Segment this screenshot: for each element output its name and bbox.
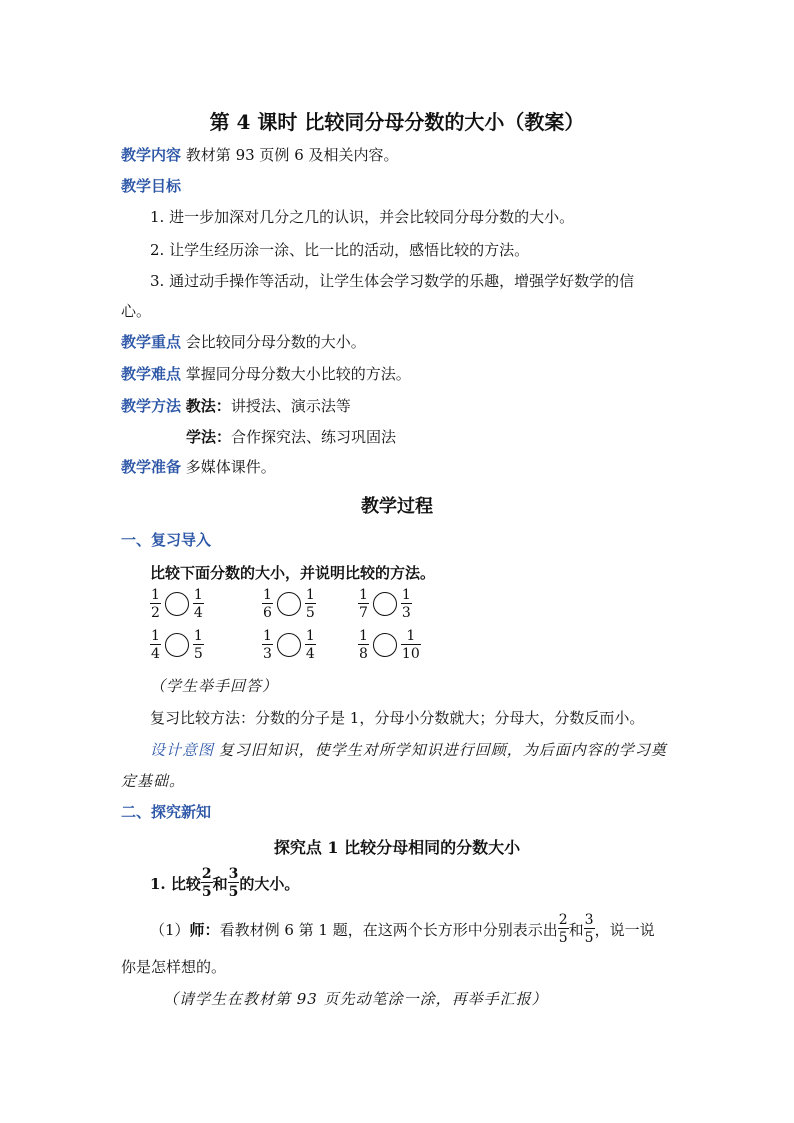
key-row bbox=[121, 331, 366, 352]
fraction: $\frac{1}{5}$ bbox=[305, 587, 315, 621]
key-label: 教学重点 bbox=[121, 333, 182, 351]
difficulty-row bbox=[121, 363, 411, 384]
prep-text: 多媒体课件。 bbox=[185, 458, 276, 476]
compare-circle[interactable] bbox=[165, 633, 189, 657]
goal-item-3: 3. 通过动手操作等活动，让学生体会学习数学的乐趣，增强学好数学的信 bbox=[150, 272, 635, 290]
key-text: 会比较同分母分数的大小。 bbox=[185, 333, 366, 351]
part1-review: 复习比较方法：分数的分子是 1，分母小分数就大；分母大，分数反而小。 bbox=[150, 709, 645, 727]
design-text: 复习旧知识，使学生对所学知识进行回顾，为后面内容的学习奠 bbox=[218, 741, 667, 759]
fraction: $\frac{2}{5}$ bbox=[558, 912, 568, 946]
difficulty-label: 教学难点 bbox=[121, 365, 182, 383]
difficulty-text: 掌握同分母分数大小比较的方法。 bbox=[185, 365, 411, 383]
fraction: $\frac{1}{7}$ bbox=[359, 587, 368, 621]
methods-label: 教学方法 bbox=[121, 397, 182, 415]
part2-note: （请学生在教材第 93 页先动笔涂一涂，再举手汇报） bbox=[163, 990, 548, 1008]
compare-circle[interactable] bbox=[165, 592, 189, 616]
fraction: $\frac{1}{2}$ bbox=[151, 587, 160, 621]
page-title: 第 4 课时 比较同分母分数的大小（教案） bbox=[209, 110, 585, 134]
question-1: 1. 比较 $\frac{2}{5}$ 和 $\frac{3}{5}$ 的大小。 bbox=[150, 866, 300, 900]
prep-label: 教学准备 bbox=[121, 458, 182, 476]
teach-text: 讲授法、演示法等 bbox=[230, 397, 351, 415]
fraction: $\frac{1}{8}$ bbox=[359, 628, 368, 662]
goal-item-1: 1. 进一步加深对几分之几的认识，并会比较同分母分数的大小。 bbox=[150, 208, 575, 226]
step-1: （1） 师： 看教材例 6 第 1 题，在这两个长方形中分别表示出 $\frac{2}{5}$ 和 $\frac{3}{5}$ ，说一说 bbox=[150, 912, 655, 946]
goal-item-2: 2. 让学生经历涂一涂、比一比的活动，感悟比较的方法。 bbox=[150, 241, 530, 259]
comparison-2 bbox=[262, 588, 316, 620]
fraction: $\frac{1}{4}$ bbox=[193, 587, 203, 621]
fraction: $\frac{1}{3}$ bbox=[401, 587, 411, 621]
content-label: 教学内容 bbox=[121, 146, 182, 164]
part2-heading: 二、探究新知 bbox=[121, 803, 212, 821]
design-row bbox=[150, 739, 667, 760]
goal-item-3-cont: 心。 bbox=[121, 302, 152, 320]
part1-heading: 一、复习导入 bbox=[121, 531, 212, 549]
fraction: $\frac{1}{3}$ bbox=[263, 628, 272, 662]
content-row bbox=[121, 144, 399, 165]
comparison-6 bbox=[358, 629, 421, 661]
compare-circle[interactable] bbox=[373, 592, 397, 616]
fraction: $\frac{1}{10}$ bbox=[401, 628, 420, 662]
comparison-3 bbox=[358, 588, 412, 620]
step-1-cont: 你是怎样想的。 bbox=[121, 958, 227, 976]
comparison-1 bbox=[150, 588, 204, 620]
compare-circle[interactable] bbox=[277, 633, 301, 657]
fraction: $\frac{1}{6}$ bbox=[263, 587, 272, 621]
part1-note: （学生举手回答） bbox=[150, 677, 279, 695]
goals-label: 教学目标 bbox=[121, 177, 182, 195]
fraction: $\frac{3}{5}$ bbox=[228, 866, 239, 900]
learn-text: 合作探究法、练习巩固法 bbox=[231, 428, 397, 446]
part1-prompt: 比较下面分数的大小，并说明比较的方法。 bbox=[150, 564, 436, 582]
compare-circle[interactable] bbox=[373, 633, 397, 657]
compare-circle[interactable] bbox=[277, 592, 301, 616]
learn-row bbox=[186, 426, 396, 447]
design-label: 设计意图 bbox=[150, 741, 215, 759]
prep-row bbox=[121, 456, 276, 477]
design-text-cont: 定基础。 bbox=[121, 772, 186, 790]
fraction: $\frac{3}{5}$ bbox=[584, 912, 594, 946]
teach-label: 教法： bbox=[185, 397, 231, 415]
fraction: $\frac{1}{4}$ bbox=[151, 628, 160, 662]
fraction: $\frac{1}{5}$ bbox=[193, 628, 203, 662]
comparison-4 bbox=[150, 629, 204, 661]
fraction: $\frac{1}{4}$ bbox=[305, 628, 315, 662]
process-title: 教学过程 bbox=[361, 496, 433, 517]
part2-subtitle: 探究点 1 比较分母相同的分数大小 bbox=[273, 838, 521, 857]
methods-row bbox=[121, 395, 351, 416]
fraction: $\frac{2}{5}$ bbox=[201, 866, 212, 900]
learn-label: 学法： bbox=[186, 428, 232, 446]
content-text: 教材第 93 页例 6 及相关内容。 bbox=[185, 146, 399, 164]
comparison-5 bbox=[262, 629, 316, 661]
